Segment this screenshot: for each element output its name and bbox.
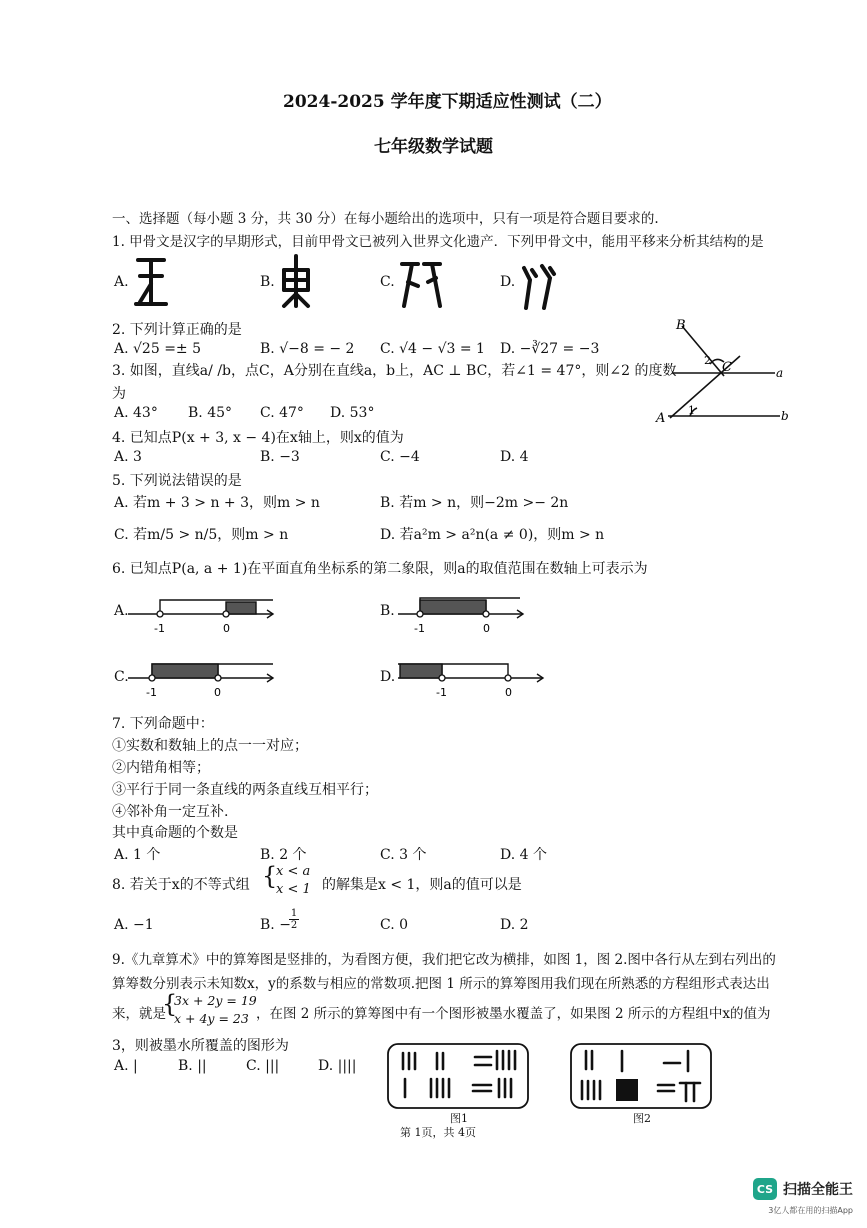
oracle-glyph-a-image [132,254,172,310]
q6-label-d: D. [380,669,396,685]
q9-option-c: C. ||| [246,1058,280,1074]
q6-label-c: C. [114,669,129,685]
q7-ask: 其中真命题的个数是 [112,825,238,841]
q4-option-c: C. −4 [380,449,420,465]
q3-label-line-a: a [776,366,784,380]
q3-option-c: C. 47° [260,405,304,421]
q5-option-c: C. 若m/5 > n/5，则m > n [114,527,289,543]
q9-figure-2 [570,1043,713,1109]
q6-a-tick-0: 0 [223,622,230,635]
q7-item-4: ④邻补角一定互补. [112,804,229,820]
scanner-app-name: 扫描全能王 [783,1182,853,1198]
q3-label-line-b: b [781,409,789,423]
q8-option-a: A. −1 [114,917,154,933]
q5-option-b: B. 若m > n，则−2m >− 2n [380,495,569,511]
q9-eq2: x + 4y = 23 [174,1011,249,1026]
q6-number-line-b [398,592,528,640]
section-heading: 一、选择题（每小题 3 分，共 30 分）在每小题给出的选项中，只有一项是符合题目要求的. [112,211,659,227]
q9-figure-1-caption: 图1 [450,1112,468,1125]
q8-stem-post: 的解集是x < 1，则a的值可以是 [322,877,522,893]
q6-d-tick-0: 0 [505,686,512,699]
q6-stem: 6. 已知点P(a, a + 1)在平面直角坐标系的第二象限，则a的取值范围在数轴上可表示为 [112,561,648,577]
q8-option-b-fraction [289,908,299,931]
q2-stem: 2. 下列计算正确的是 [112,322,242,338]
q9-line2: 算筹数分别表示未知数x，y的系数与相应的常数项.把图 1 所示的算筹图用我们现在所熟悉的方程组形式表达出 [112,976,770,992]
q8-system-line2: x < 1 [276,882,311,897]
q6-number-line-c [128,656,278,704]
q4-option-b: B. −3 [260,449,300,465]
q7-stem: 7. 下列命题中： [112,716,214,732]
q6-number-line-d [398,656,548,704]
q1-stem: 1. 甲骨文是汉字的早期形式，目前甲骨文已被列入世界文化遗产．下列甲骨文中，能用平移来分析其结构的是 [112,234,764,250]
q9-option-b: B. || [178,1058,207,1074]
q6-b-tick-0: 0 [483,622,490,635]
q1-label-d: D. [500,274,516,290]
q7-option-a: A. 1 个 [114,847,161,863]
q9-option-a: A. | [114,1058,138,1074]
q9-option-d: D. |||| [318,1058,357,1074]
q9-figure-1 [387,1043,530,1109]
q9-line3-pre: 来，就是 [112,1006,166,1022]
q8-option-c: C. 0 [380,917,409,933]
q6-label-a: A. [114,603,129,619]
page-number: 第 1页，共 4页 [400,1126,476,1139]
q3-stem-line1: 3. 如图，直线a/ /b，点C，A分别在直线a，b上，AC ⊥ BC，若∠1 = 47°，则∠2 的度数 [112,363,677,379]
q6-d-tick-neg1: -1 [436,686,447,699]
scanner-logo-icon: CS [753,1178,777,1200]
q2-option-d: D. −∛27 = −3 [500,341,600,357]
q3-figure [650,316,800,428]
q9-brace: { [162,990,178,1018]
scanner-watermark [753,1178,853,1200]
oracle-glyph-c-image [398,256,444,310]
q5-stem: 5. 下列说法错误的是 [112,473,242,489]
q3-label-c: C [722,360,732,375]
q4-option-d: D. 4 [500,449,529,465]
q6-number-line-a [128,592,278,640]
q9-line3-post: ，在图 2 所示的算筹图中有一个图形被墨水覆盖了，如果图 2 所示的方程组中x的值为 [256,1006,771,1022]
q4-option-a: A. 3 [114,449,142,465]
q6-b-tick-neg1: -1 [414,622,425,635]
exam-title: 2024-2025 学年度下期适应性测试（二） [283,92,612,112]
q8-stem-pre: 8. 若关于x的不等式组 [112,877,250,893]
q6-label-b: B. [380,603,395,619]
q3-label-b: B [676,318,686,333]
q1-label-a: A. [114,274,129,290]
q3-label-angle1: 1 [688,404,695,417]
q2-option-c: C. √4 − √3 = 1 [380,341,485,357]
q3-option-d: D. 53° [330,405,375,421]
q3-stem-line2: 为 [112,386,126,402]
q2-option-b: B. √−8 = − 2 [260,341,355,357]
q8-option-d: D. 2 [500,917,529,933]
q7-option-d: D. 4 个 [500,847,547,863]
q5-option-a: A. 若m + 3 > n + 3，则m > n [114,495,320,511]
q8-system-line1: x < a [276,864,311,879]
q7-option-b: B. 2 个 [260,847,307,863]
q1-label-c: C. [380,274,395,290]
q8-option-b: B. − [260,917,291,933]
q4-stem: 4. 已知点P(x + 3, x − 4)在x轴上，则x的值为 [112,430,404,446]
oracle-glyph-b-image [276,254,316,310]
q1-label-b: B. [260,274,275,290]
q8-brace: { [262,862,278,890]
q9-ink-blot [616,1079,638,1101]
q7-item-1: ①实数和数轴上的点一一对应； [112,738,308,754]
q9-figure-2-caption: 图2 [633,1112,651,1125]
q7-option-c: C. 3 个 [380,847,427,863]
oracle-glyph-d-image [518,258,558,312]
q2-option-a: A. √25 =± 5 [114,341,202,357]
q5-option-d: D. 若a²m > a²n(a ≠ 0)，则m > n [380,527,605,543]
exam-subtitle: 七年级数学试题 [374,137,493,157]
q3-label-a: A [656,411,666,426]
q6-c-tick-0: 0 [214,686,221,699]
q6-a-tick-neg1: -1 [154,622,165,635]
q8-fraction-denominator: 2 [290,920,298,931]
q8-fraction-numerator: 1 [290,908,298,919]
q3-option-a: A. 43° [114,405,158,421]
q9-line1: 9.《九章算术》中的算筹图是竖排的，为看图方便，我们把它改为横排，如图 1，图 2.图中各行从左到右列出的 [112,952,776,968]
scanner-tagline: 3亿人都在用的扫描App [768,1206,853,1215]
q3-option-b: B. 45° [188,405,233,421]
q7-item-3: ③平行于同一条直线的两条直线互相平行； [112,782,378,798]
q9-eq1: 3x + 2y = 19 [174,993,257,1008]
q6-c-tick-neg1: -1 [146,686,157,699]
q7-item-2: ②内错角相等； [112,760,210,776]
q9-line4: 3，则被墨水所覆盖的图形为 [112,1038,289,1054]
q3-label-angle2: 2 [704,354,711,367]
